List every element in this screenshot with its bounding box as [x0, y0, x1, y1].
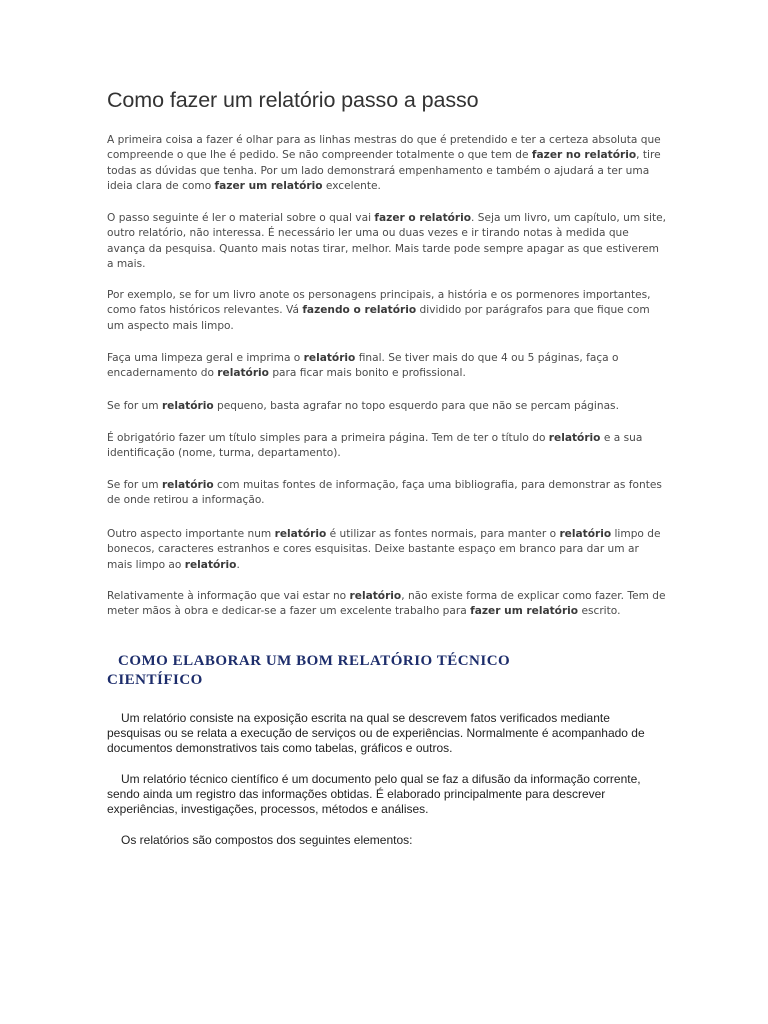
intro-paragraph — [107, 133, 667, 194]
paragraph-text: . Seja um livro, um capítulo, um site, outro relatório, não interessa. É necessário ler uma ou duas vezes e ir tirando notas à medida que avança da pesquisa. Quanto mais notas tirar, melhor. Mais tarde pode sempre apagar as que estiverem a mais. — [107, 212, 667, 270]
section-heading-text: COMO ELABORAR UM BOM RELATÓRIO TÉCNICO CIENTÍFICO — [107, 653, 511, 688]
paragraph-text: Se for um — [107, 400, 162, 412]
paragraph-text: é utilizar as fontes normais, para manter o — [326, 528, 560, 540]
paragraph-text: É obrigatório fazer um título simples para a primeira página. Tem de ter o título do — [107, 432, 549, 444]
bold-keyword: fazer um relatório — [214, 179, 323, 192]
section-paragraph-text: Um relatório consiste na exposição escrita na qual se descrevem fatos verificados mediante pesquisas ou se relata a execução de serviços ou de experiências. Normalmente é acompanhado de documentos demonstrativos tais como tabelas, gráficos e outros. — [107, 711, 645, 755]
paragraph-text: , não existe forma de explicar como fazer. Tem de meter mãos à obra e dedicar-se a fazer um excelente trabalho para — [107, 590, 666, 618]
section-paragraph — [107, 772, 667, 817]
bold-keyword: relatório — [274, 528, 327, 540]
paragraph-text: Relativamente à informação que vai estar no — [107, 590, 350, 602]
bold-keyword: relatório — [217, 367, 269, 380]
paragraph-text: Outro aspecto importante num — [107, 528, 275, 540]
bold-keyword: relatório — [559, 528, 612, 540]
paragraph-text: escrito. — [578, 605, 621, 618]
page-title: Como fazer um relatório passo a passo — [107, 88, 479, 112]
section-paragraph — [107, 833, 667, 848]
bold-keyword: relatório — [161, 479, 214, 491]
paragraph-text: Se for um — [107, 479, 162, 491]
paragraph-text: pequeno, basta agrafar no topo esquerdo para que não se percam páginas. — [213, 400, 619, 412]
paragraph-text: excelente. — [322, 179, 381, 192]
bold-keyword: fazendo o relatório — [302, 304, 417, 317]
intro-paragraph — [107, 351, 667, 382]
intro-paragraph — [107, 211, 667, 272]
paragraph-text: com muitas fontes de informação, faça uma bibliografia, para demonstrar as fontes de onde retirou a informação. — [107, 479, 662, 507]
bold-keyword: relatório — [349, 590, 402, 602]
paragraph-text: e a sua identificação (nome, turma, departamento). — [107, 432, 643, 460]
section-paragraph-text: Um relatório técnico científico é um documento pelo qual se faz a difusão da informação corrente, sendo ainda um registro das informações obtidas. É elaborado principalmente para descrever experiências, investigações, processos, métodos e análises. — [107, 772, 641, 816]
section-heading — [107, 652, 607, 690]
intro-paragraph — [107, 478, 667, 509]
paragraph-text: dividido por parágrafos para que fique com um aspecto mais limpo. — [107, 304, 650, 332]
bold-keyword: fazer o relatório — [374, 212, 472, 224]
section-paragraph — [107, 711, 667, 756]
section-paragraph-text: Os relatórios são compostos dos seguintes elementos: — [121, 833, 413, 847]
bold-keyword: fazer no relatório — [531, 149, 637, 162]
paragraph-text: A primeira coisa a fazer é olhar para as linhas mestras do que é pretendido e ter a certeza absoluta que compreende o que lhe é pedido. Se não compreender totalmente o que tem de — [107, 134, 661, 162]
paragraph-text: Faça uma limpeza geral e imprima o — [107, 352, 304, 364]
intro-paragraph — [107, 431, 667, 462]
bold-keyword: relatório — [548, 432, 601, 444]
paragraph-text: final. Se tiver mais do que 4 ou 5 páginas, faça o encadernamento do — [107, 352, 619, 380]
paragraph-text: para ficar mais bonito e profissional. — [268, 367, 466, 380]
bold-keyword: relatório — [303, 352, 356, 364]
intro-paragraph — [107, 589, 667, 620]
intro-paragraph — [107, 399, 667, 414]
paragraph-text: , tire todas as dúvidas que tenha. Por um lado demonstrará empenhamento e também o ajudará a ter uma ideia clara de como — [107, 149, 661, 192]
bold-keyword: relatório — [184, 558, 237, 571]
paragraph-text: Por exemplo, se for um livro anote os personagens principais, a história e os pormenores importantes, como fatos históricos relevantes. Vá — [107, 289, 651, 317]
bold-keyword: relatório — [161, 400, 214, 412]
bold-keyword: fazer um relatório — [470, 605, 579, 618]
paragraph-text: limpo de bonecos, caracteres estranhos e cores esquisitas. Deixe bastante espaço em branco para dar um ar mais limpo ao — [107, 528, 661, 571]
paragraph-text: . — [236, 558, 240, 571]
paragraph-text: O passo seguinte é ler o material sobre o qual vai — [107, 212, 375, 224]
intro-paragraph — [107, 288, 667, 334]
intro-paragraph — [107, 527, 667, 573]
